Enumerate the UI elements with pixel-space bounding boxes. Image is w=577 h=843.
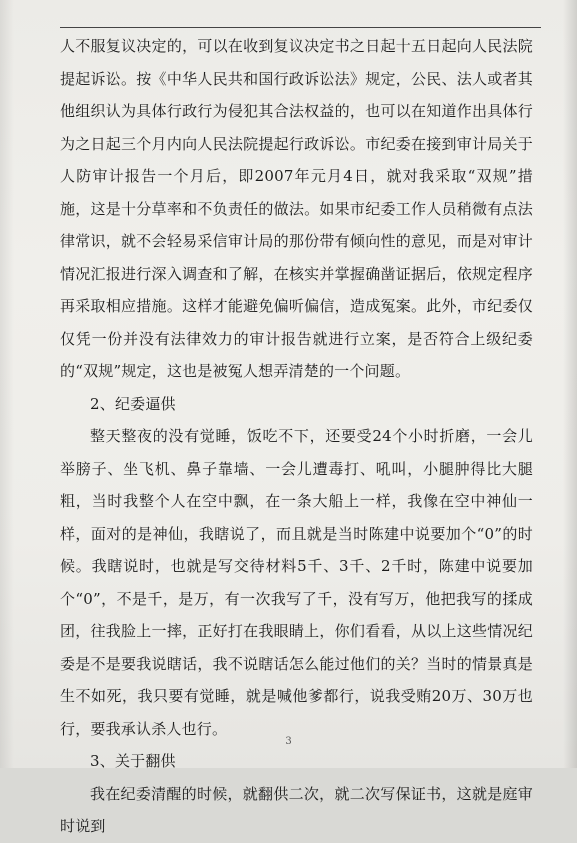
header-rule (60, 27, 541, 28)
page-right-shadow (563, 0, 577, 768)
document-body (60, 30, 533, 843)
page-left-shadow (0, 0, 14, 768)
paragraph-continuation: 人不服复议决定的，可以在收到复议决定书之日起十五日起向人民法院提起诉讼。按《中华人民共和国行政诉讼法》规定，公民、法人或者其他组织认为具体行政行为侵犯其合法权益的，也可以在知道作出具体行为之日起三个月内向人民法院提起行政诉讼。市纪委在接到审计局关于人防审计报告一个月后，即2007年元月4日，就对我采取“双规”措施，这是十分草率和不负责任的做法。如果市纪委工作人员稍微有点法律常识，就不会轻易采信审计局的那份带有倾向性的意见，而是对审计情况汇报进行深入调查和了解，在核实并掌握确凿证据后，依规定程序再采取相应措施。这样才能避免偏听偏信，造成冤案。此外，市纪委仅仅凭一份并没有法律效力的审计报告就进行立案，是否符合上级纪委的“双规”规定，这也是被冤人想弄清楚的一个问题。 (60, 37, 533, 380)
page-number: 3 (285, 736, 292, 747)
paragraph-body: 整天整夜的没有觉睡，饭吃不下，还要受24个小时折磨，一会儿举膀子、坐飞机、鼻子靠墙、一会儿遭毒打、吼叫，小腿肿得比大腿粗，当时我整个人在空中飘，在一条大船上一样，我像在空中神仙一样，面对的是神仙，我瞎说了，而且就是当时陈建中说要加个“0”的时候。我瞎说时，也就是写交待材料5千、3千、2千时，陈建中说要加个“0”，不是千，是万，有一次我写了千，没有写万，他把我写的揉成团，往我脸上一摔，正好打在我眼睛上，你们看看，从以上这些情况纪委是不是要我说瞎话，我不说瞎话怎么能过他们的关？当时的情景真是生不如死，我只要有觉睡，就是喊他爹都行，说我受贿20万、30万也行，要我承认杀人也行。 (60, 427, 533, 738)
paragraph-body-last: 我在纪委清醒的时候，就翻供二次，就二次写保证书，这就是庭审时说到 (60, 784, 533, 835)
section-heading-3: 3、关于翻供 (90, 752, 176, 770)
section-heading-2: 2、纪委逼供 (90, 394, 176, 413)
